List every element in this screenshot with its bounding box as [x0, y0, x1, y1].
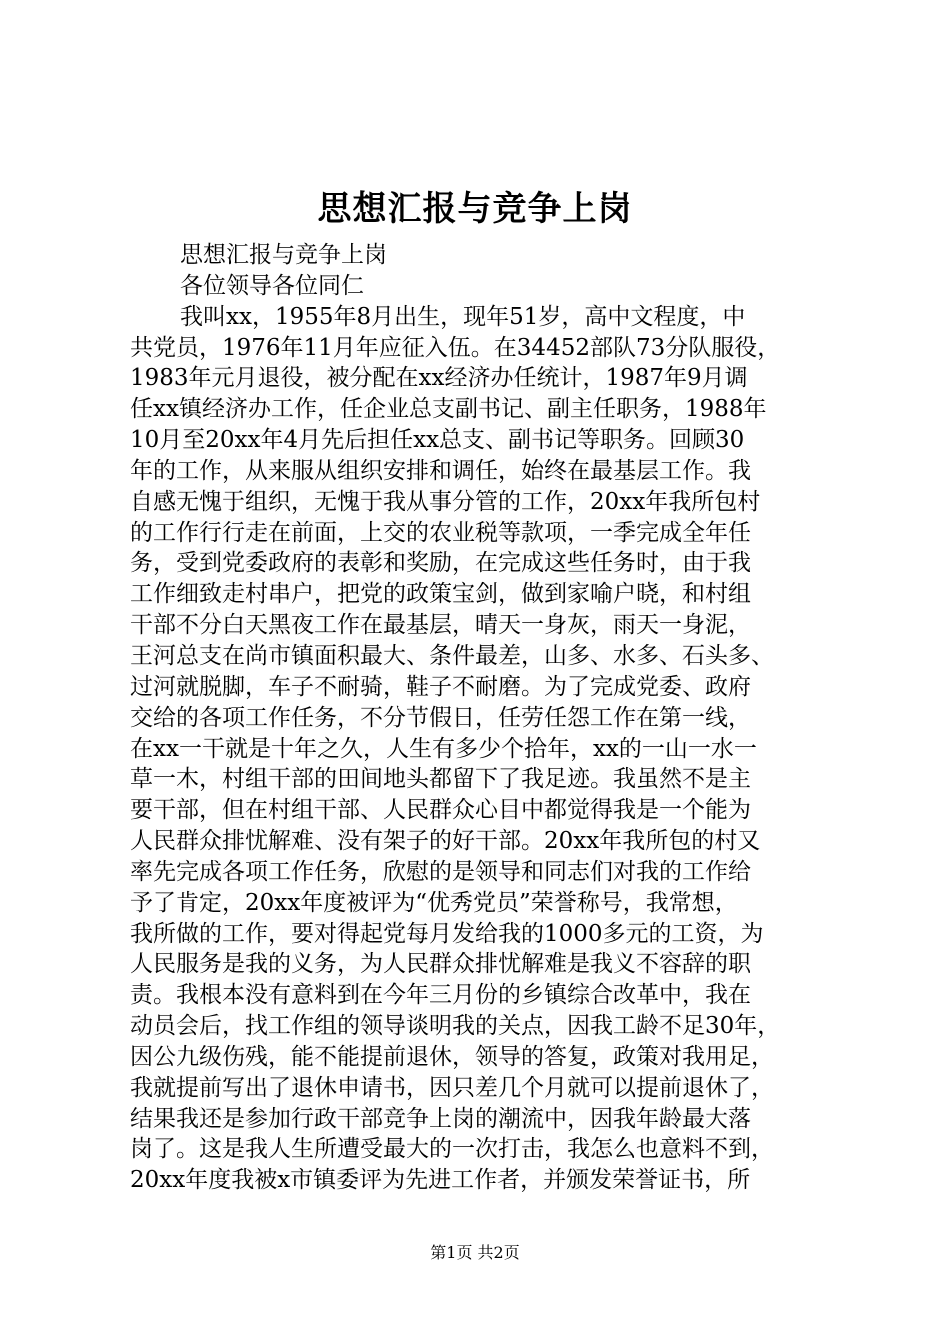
body-line: 在xx一干就是十年之久，人生有多少个拾年，xx的一山一水一	[130, 735, 757, 762]
document-body	[130, 240, 830, 1196]
body-line: 共党员，1976年11月年应征入伍。在34452部队73分队服役，	[130, 334, 781, 361]
body-line: 1983年元月退役，被分配在xx经济办任统计，1987年9月调	[130, 365, 748, 392]
page-number: 第1页 共2页	[430, 1243, 520, 1262]
body-line: 我叫xx，1955年8月出生，现年51岁，高中文程度，中	[180, 303, 746, 330]
body-line: 人民服务是我的义务，为人民群众排忧解难是我义不容辞的职	[130, 951, 751, 978]
body-line: 过河就脱脚，车子不耐骑，鞋子不耐磨。为了完成党委、政府	[130, 673, 751, 700]
body-line: 予了肯定，20xx年度被评为“优秀党员”荣誉称号，我常想，	[130, 889, 738, 916]
body-line: 草一木，村组干部的田间地头都留下了我足迹。我虽然不是主	[130, 766, 751, 793]
body-line: 10月至20xx年4月先后担任xx总支、副书记等职务。回顾30	[130, 427, 745, 454]
document-subtitle: 思想汇报与竞争上岗	[180, 242, 387, 268]
body-line: 年的工作，从来服从组织安排和调任，始终在最基层工作。我	[130, 457, 751, 484]
body-line: 率先完成各项工作任务，欣慰的是领导和同志们对我的工作给	[130, 858, 751, 885]
body-line: 交给的各项工作任务，不分节假日，任劳任怨工作在第一线，	[130, 704, 751, 731]
body-line: 责。我根本没有意料到在今年三月份的乡镇综合改革中，我在	[130, 982, 751, 1009]
body-line: 的工作行行走在前面，上交的农业税等款项，一季完成全年任	[130, 519, 751, 546]
body-line: 人民群众排忧解难、没有架子的好干部。20xx年我所包的村又	[130, 828, 761, 855]
body-line: 自感无愧于组织，无愧于我从事分管的工作，20xx年我所包村	[130, 488, 761, 515]
body-line: 工作细致走村串户，把党的政策宝剑，做到家喻户晓，和村组	[130, 581, 751, 608]
body-line: 结果我还是参加行政干部竞争上岗的潮流中，因我年龄最大落	[130, 1105, 751, 1132]
body-line: 动员会后，找工作组的领导谈明我的关点，因我工龄不足30年，	[130, 1013, 781, 1040]
body-paragraph	[130, 302, 830, 1196]
body-line: 要干部，但在村组干部、人民群众心目中都觉得我是一个能为	[130, 797, 751, 824]
body-line: 岗了。这是我人生所遭受最大的一次打击，我怎么也意料不到，	[130, 1136, 774, 1163]
salutation: 各位领导各位同仁	[180, 272, 364, 299]
body-line: 王河总支在尚市镇面积最大、条件最差，山多、水多、石头多、	[130, 642, 774, 669]
body-line: 干部不分白天黑夜工作在最基层，晴天一身灰，雨天一身泥，	[130, 612, 751, 639]
body-line: 任xx镇经济办工作，任企业总支副书记、副主任职务，1988年	[130, 396, 767, 423]
body-line: 我所做的工作，要对得起党每月发给我的1000多元的工资，为	[130, 920, 764, 947]
document-title: 思想汇报与竞争上岗	[317, 189, 633, 229]
body-line: 因公九级伤残，能不能提前退休，领导的答复，政策对我用足，	[130, 1043, 774, 1070]
body-line: 我就提前写出了退休申请书，因只差几个月就可以提前退休了，	[130, 1074, 774, 1101]
body-line: 务，受到党委政府的表彰和奖励，在完成这些任务时，由于我	[130, 550, 751, 577]
body-line: 20xx年度我被x市镇委评为先进工作者，并颁发荣誉证书，所	[130, 1167, 751, 1194]
